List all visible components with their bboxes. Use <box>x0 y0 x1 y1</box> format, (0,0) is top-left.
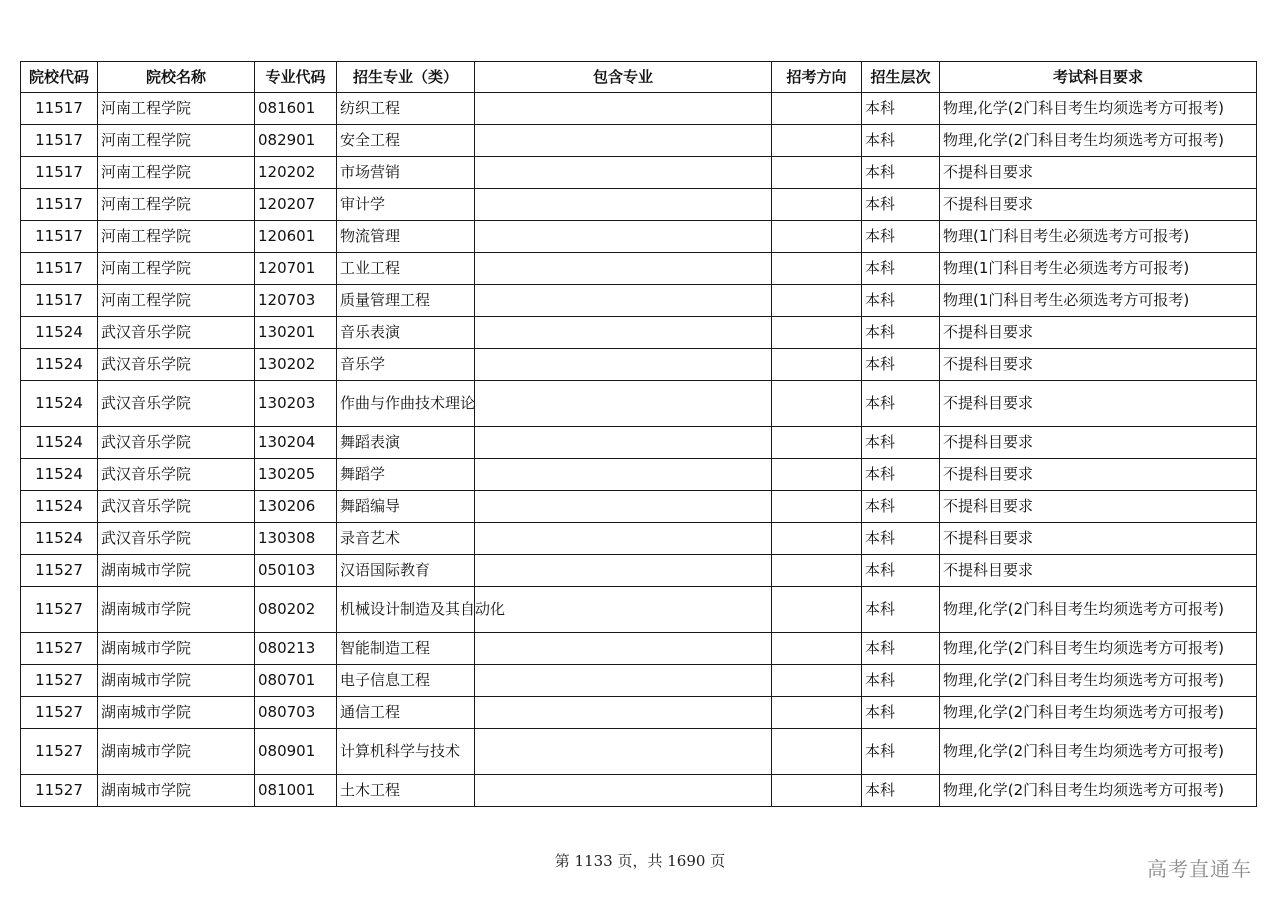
cell-major-code: 120202 <box>255 157 337 189</box>
cell-level: 本科 <box>862 317 940 349</box>
cell-subject-requirement: 物理,化学(2门科目考生均须选考方可报考) <box>940 125 1257 157</box>
cell-school-name: 湖南城市学院 <box>98 775 255 807</box>
cell-included-majors <box>475 253 772 285</box>
cell-school-name: 武汉音乐学院 <box>98 491 255 523</box>
header-included-majors: 包含专业 <box>475 62 772 93</box>
cell-major: 音乐表演 <box>337 317 475 349</box>
cell-subject-requirement: 不提科目要求 <box>940 349 1257 381</box>
cell-major-code: 050103 <box>255 555 337 587</box>
cell-major: 智能制造工程 <box>337 633 475 665</box>
cell-subject-requirement: 物理,化学(2门科目考生均须选考方可报考) <box>940 633 1257 665</box>
cell-direction <box>772 775 862 807</box>
header-level: 招生层次 <box>862 62 940 93</box>
cell-included-majors <box>475 427 772 459</box>
cell-direction <box>772 523 862 555</box>
cell-included-majors <box>475 633 772 665</box>
cell-major-code: 130206 <box>255 491 337 523</box>
header-major: 招生专业（类） <box>337 62 475 93</box>
cell-school-code: 11524 <box>21 381 98 427</box>
cell-major-code: 081001 <box>255 775 337 807</box>
cell-school-name: 河南工程学院 <box>98 221 255 253</box>
cell-level: 本科 <box>862 427 940 459</box>
cell-major: 录音艺术 <box>337 523 475 555</box>
page-footer: 第 1133 页，共 1690 页 <box>554 852 726 870</box>
table-row <box>21 317 1257 349</box>
cell-major-code: 130204 <box>255 427 337 459</box>
cell-level: 本科 <box>862 125 940 157</box>
table-row <box>21 381 1257 427</box>
admissions-table <box>20 61 1257 807</box>
cell-school-name: 湖南城市学院 <box>98 587 255 633</box>
cell-school-code: 11517 <box>21 157 98 189</box>
cell-major: 作曲与作曲技术理论 <box>337 381 475 427</box>
watermark: 高考直通车 <box>1147 857 1252 881</box>
cell-major: 舞蹈表演 <box>337 427 475 459</box>
table-row <box>21 729 1257 775</box>
table-row <box>21 459 1257 491</box>
cell-subject-requirement: 物理(1门科目考生必须选考方可报考) <box>940 253 1257 285</box>
cell-school-name: 武汉音乐学院 <box>98 523 255 555</box>
cell-major-code: 130202 <box>255 349 337 381</box>
cell-included-majors <box>475 125 772 157</box>
cell-level: 本科 <box>862 491 940 523</box>
cell-included-majors <box>475 349 772 381</box>
cell-school-code: 11527 <box>21 729 98 775</box>
cell-level: 本科 <box>862 697 940 729</box>
cell-subject-requirement: 不提科目要求 <box>940 189 1257 221</box>
cell-major: 机械设计制造及其自动化 <box>337 587 475 633</box>
table-row <box>21 125 1257 157</box>
cell-direction <box>772 555 862 587</box>
cell-subject-requirement: 物理,化学(2门科目考生均须选考方可报考) <box>940 775 1257 807</box>
cell-level: 本科 <box>862 349 940 381</box>
cell-subject-requirement: 不提科目要求 <box>940 427 1257 459</box>
cell-subject-requirement: 不提科目要求 <box>940 317 1257 349</box>
table-row <box>21 221 1257 253</box>
cell-major: 质量管理工程 <box>337 285 475 317</box>
cell-subject-requirement: 不提科目要求 <box>940 381 1257 427</box>
cell-direction <box>772 221 862 253</box>
cell-school-name: 湖南城市学院 <box>98 665 255 697</box>
cell-subject-requirement: 物理,化学(2门科目考生均须选考方可报考) <box>940 729 1257 775</box>
table-row <box>21 285 1257 317</box>
cell-school-code: 11517 <box>21 253 98 285</box>
cell-major: 纺织工程 <box>337 93 475 125</box>
cell-school-name: 武汉音乐学院 <box>98 381 255 427</box>
cell-direction <box>772 93 862 125</box>
cell-major-code: 120207 <box>255 189 337 221</box>
cell-subject-requirement: 物理(1门科目考生必须选考方可报考) <box>940 221 1257 253</box>
cell-major: 土木工程 <box>337 775 475 807</box>
cell-school-name: 河南工程学院 <box>98 189 255 221</box>
cell-major-code: 120701 <box>255 253 337 285</box>
cell-included-majors <box>475 157 772 189</box>
cell-school-name: 湖南城市学院 <box>98 697 255 729</box>
cell-school-name: 河南工程学院 <box>98 157 255 189</box>
cell-direction <box>772 125 862 157</box>
header-row <box>21 62 1257 93</box>
table-row <box>21 775 1257 807</box>
cell-level: 本科 <box>862 633 940 665</box>
cell-major: 安全工程 <box>337 125 475 157</box>
cell-school-code: 11524 <box>21 523 98 555</box>
cell-school-code: 11517 <box>21 93 98 125</box>
cell-subject-requirement: 不提科目要求 <box>940 157 1257 189</box>
cell-major-code: 130203 <box>255 381 337 427</box>
cell-included-majors <box>475 317 772 349</box>
cell-school-code: 11517 <box>21 125 98 157</box>
cell-level: 本科 <box>862 189 940 221</box>
cell-school-code: 11527 <box>21 555 98 587</box>
cell-major-code: 081601 <box>255 93 337 125</box>
cell-subject-requirement: 不提科目要求 <box>940 459 1257 491</box>
cell-major-code: 080213 <box>255 633 337 665</box>
cell-major: 工业工程 <box>337 253 475 285</box>
cell-school-code: 11517 <box>21 221 98 253</box>
table-row <box>21 189 1257 221</box>
table-row <box>21 93 1257 125</box>
cell-level: 本科 <box>862 775 940 807</box>
cell-direction <box>772 381 862 427</box>
cell-included-majors <box>475 587 772 633</box>
table-row <box>21 491 1257 523</box>
cell-level: 本科 <box>862 221 940 253</box>
cell-direction <box>772 587 862 633</box>
cell-school-code: 11527 <box>21 697 98 729</box>
cell-major-code: 080901 <box>255 729 337 775</box>
cell-school-name: 河南工程学院 <box>98 93 255 125</box>
cell-direction <box>772 665 862 697</box>
cell-major-code: 080701 <box>255 665 337 697</box>
table-row <box>21 633 1257 665</box>
header-school-name: 院校名称 <box>98 62 255 93</box>
cell-school-name: 武汉音乐学院 <box>98 427 255 459</box>
cell-major: 审计学 <box>337 189 475 221</box>
cell-included-majors <box>475 491 772 523</box>
cell-direction <box>772 317 862 349</box>
table-row <box>21 157 1257 189</box>
cell-included-majors <box>475 523 772 555</box>
header-subject-requirement: 考试科目要求 <box>940 62 1257 93</box>
cell-included-majors <box>475 775 772 807</box>
cell-included-majors <box>475 729 772 775</box>
cell-direction <box>772 157 862 189</box>
cell-major: 物流管理 <box>337 221 475 253</box>
cell-included-majors <box>475 381 772 427</box>
cell-major-code: 130205 <box>255 459 337 491</box>
cell-school-name: 湖南城市学院 <box>98 729 255 775</box>
cell-subject-requirement: 物理(1门科目考生必须选考方可报考) <box>940 285 1257 317</box>
cell-level: 本科 <box>862 285 940 317</box>
table-row <box>21 253 1257 285</box>
cell-school-name: 河南工程学院 <box>98 125 255 157</box>
cell-included-majors <box>475 555 772 587</box>
cell-major-code: 080703 <box>255 697 337 729</box>
cell-included-majors <box>475 285 772 317</box>
header-major-code: 专业代码 <box>255 62 337 93</box>
cell-level: 本科 <box>862 729 940 775</box>
header-school-code: 院校代码 <box>21 62 98 93</box>
cell-major-code: 130308 <box>255 523 337 555</box>
cell-direction <box>772 459 862 491</box>
cell-major: 通信工程 <box>337 697 475 729</box>
cell-major-code: 120703 <box>255 285 337 317</box>
cell-level: 本科 <box>862 93 940 125</box>
cell-level: 本科 <box>862 523 940 555</box>
table-row <box>21 523 1257 555</box>
cell-subject-requirement: 物理,化学(2门科目考生均须选考方可报考) <box>940 665 1257 697</box>
cell-level: 本科 <box>862 587 940 633</box>
table-row <box>21 427 1257 459</box>
cell-direction <box>772 729 862 775</box>
cell-direction <box>772 633 862 665</box>
cell-included-majors <box>475 221 772 253</box>
cell-school-name: 河南工程学院 <box>98 285 255 317</box>
cell-major-code: 082901 <box>255 125 337 157</box>
cell-school-name: 湖南城市学院 <box>98 633 255 665</box>
table-row <box>21 555 1257 587</box>
cell-major: 计算机科学与技术 <box>337 729 475 775</box>
cell-subject-requirement: 物理,化学(2门科目考生均须选考方可报考) <box>940 93 1257 125</box>
cell-subject-requirement: 不提科目要求 <box>940 555 1257 587</box>
cell-school-code: 11524 <box>21 491 98 523</box>
cell-school-name: 河南工程学院 <box>98 253 255 285</box>
table-row <box>21 697 1257 729</box>
cell-level: 本科 <box>862 253 940 285</box>
cell-direction <box>772 253 862 285</box>
cell-subject-requirement: 物理,化学(2门科目考生均须选考方可报考) <box>940 587 1257 633</box>
cell-included-majors <box>475 697 772 729</box>
cell-subject-requirement: 物理,化学(2门科目考生均须选考方可报考) <box>940 697 1257 729</box>
table-row <box>21 587 1257 633</box>
cell-school-code: 11527 <box>21 775 98 807</box>
cell-level: 本科 <box>862 459 940 491</box>
cell-school-name: 武汉音乐学院 <box>98 459 255 491</box>
cell-school-code: 11524 <box>21 349 98 381</box>
cell-school-code: 11524 <box>21 459 98 491</box>
cell-direction <box>772 285 862 317</box>
cell-school-code: 11527 <box>21 633 98 665</box>
cell-level: 本科 <box>862 555 940 587</box>
cell-major: 市场营销 <box>337 157 475 189</box>
cell-major-code: 130201 <box>255 317 337 349</box>
table-row <box>21 665 1257 697</box>
cell-direction <box>772 189 862 221</box>
cell-included-majors <box>475 189 772 221</box>
cell-included-majors <box>475 93 772 125</box>
cell-major: 音乐学 <box>337 349 475 381</box>
cell-school-name: 武汉音乐学院 <box>98 317 255 349</box>
cell-level: 本科 <box>862 665 940 697</box>
cell-school-code: 11524 <box>21 427 98 459</box>
cell-school-code: 11517 <box>21 189 98 221</box>
cell-subject-requirement: 不提科目要求 <box>940 491 1257 523</box>
cell-direction <box>772 491 862 523</box>
cell-direction <box>772 427 862 459</box>
cell-direction <box>772 349 862 381</box>
cell-major: 汉语国际教育 <box>337 555 475 587</box>
cell-school-code: 11527 <box>21 587 98 633</box>
cell-major: 舞蹈学 <box>337 459 475 491</box>
cell-direction <box>772 697 862 729</box>
cell-school-code: 11524 <box>21 317 98 349</box>
cell-level: 本科 <box>862 157 940 189</box>
cell-major-code: 120601 <box>255 221 337 253</box>
cell-major-code: 080202 <box>255 587 337 633</box>
table-row <box>21 349 1257 381</box>
header-direction: 招考方向 <box>772 62 862 93</box>
cell-major: 舞蹈编导 <box>337 491 475 523</box>
cell-school-code: 11527 <box>21 665 98 697</box>
cell-major: 电子信息工程 <box>337 665 475 697</box>
cell-level: 本科 <box>862 381 940 427</box>
cell-school-code: 11517 <box>21 285 98 317</box>
cell-subject-requirement: 不提科目要求 <box>940 523 1257 555</box>
cell-included-majors <box>475 459 772 491</box>
cell-school-name: 湖南城市学院 <box>98 555 255 587</box>
cell-school-name: 武汉音乐学院 <box>98 349 255 381</box>
cell-included-majors <box>475 665 772 697</box>
